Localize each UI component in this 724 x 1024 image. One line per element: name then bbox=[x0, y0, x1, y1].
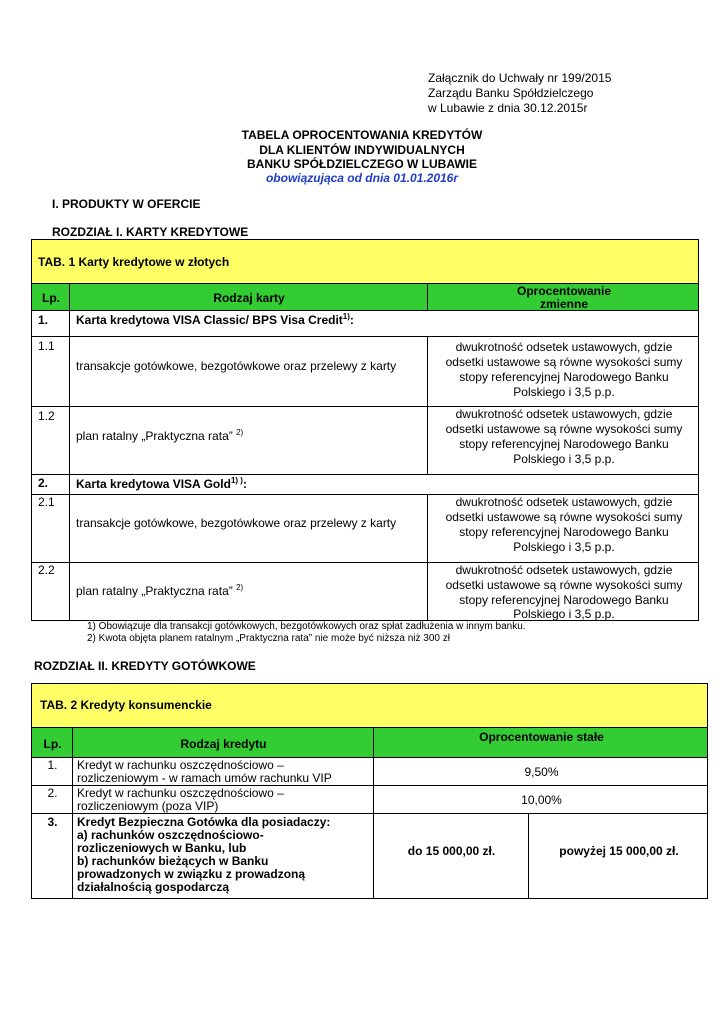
row-desc: transakcje gotówkowe, bezgotówkowe oraz przelewy z karty bbox=[76, 359, 397, 373]
tab1-col-rate-label-2: zmienne bbox=[539, 297, 588, 311]
row-rate-cell bbox=[427, 337, 699, 407]
row-desc-line: działalnością gospodarczą bbox=[77, 880, 230, 894]
row-rate-cell bbox=[373, 786, 708, 814]
footnote-2: 2) Kwota objęta planem ratalnym „Praktyczna rata” nie może być niższa niż 300 zł bbox=[87, 633, 450, 644]
group1-lp-cell bbox=[31, 311, 69, 337]
document-title-3: BANKU SPÓŁDZIELCZEGO W LUBAWIE bbox=[247, 157, 477, 171]
table-row bbox=[31, 786, 72, 814]
row-rate-line: dwukrotność odsetek ustawowych, gdzie bbox=[455, 563, 673, 577]
row-rate-line: Polskiego i 3,5 p.p. bbox=[513, 452, 615, 466]
group2-name-text: Karta kredytowa VISA Gold bbox=[76, 477, 231, 491]
row-rate-line: odsetki ustawowe są równe wysokości sumy bbox=[445, 578, 683, 592]
tab2-col-type-label: Rodzaj kredytu bbox=[180, 737, 267, 751]
chapter-1-heading: ROZDZIAŁ I. KARTY KREDYTOWE bbox=[52, 225, 249, 239]
row-rate-cell bbox=[427, 407, 699, 475]
chapter-2-heading: ROZDZIAŁ II. KREDYTY GOTÓWKOWE bbox=[34, 659, 256, 673]
row-desc-cell bbox=[69, 563, 427, 621]
tab2-col-lp bbox=[31, 727, 72, 758]
tab2-col-lp-label: Lp. bbox=[43, 737, 62, 751]
row-rate: 10,00% bbox=[521, 793, 562, 807]
row-desc-line: a) rachunków oszczędnościowo- bbox=[77, 828, 264, 842]
row-rate-line: dwukrotność odsetek ustawowych, gdzie bbox=[455, 407, 673, 421]
row-desc-line: Kredyt Bezpieczna Gotówka dla posiadaczy: bbox=[77, 815, 331, 829]
group1-name-tail: : bbox=[349, 313, 354, 327]
footnote-1: 1) Obowiązuje dla transakcji gotówkowych, bezgotówkowych oraz spłat zadłużenia w innym banku. bbox=[87, 621, 526, 632]
row-desc-line: rozliczeniowym (poza VIP) bbox=[77, 799, 219, 813]
date-line: w Lubawie z dnia 30.12.2015r bbox=[428, 101, 588, 115]
row-rate-cell bbox=[373, 758, 708, 786]
row-footnote-ref: 2) bbox=[236, 428, 244, 437]
row-rate-b: powyżej 15 000,00 zł. bbox=[559, 844, 679, 858]
group1-footnote-ref: 1) bbox=[342, 312, 350, 321]
row-rate-a: do 15 000,00 zł. bbox=[407, 844, 496, 858]
row-rate-line: stopy referencyjnej Narodowego Banku bbox=[459, 437, 669, 451]
row-desc-cell bbox=[69, 337, 427, 407]
row-desc-cell bbox=[69, 407, 427, 475]
group1-name-text: Karta kredytowa VISA Classic/ BPS Visa Credit bbox=[76, 313, 343, 327]
group1-name-cell bbox=[69, 311, 699, 337]
tab2-title: TAB. 2 Kredyty konsumenckie bbox=[40, 698, 212, 712]
row-rate-cell bbox=[427, 495, 699, 563]
tab1-col-type-label: Rodzaj karty bbox=[213, 291, 285, 305]
table-row bbox=[31, 563, 69, 621]
row-rate-cell-a bbox=[373, 814, 528, 899]
board-line: Zarządu Banku Spółdzielczego bbox=[428, 86, 594, 100]
row-lp: 1.1 bbox=[38, 339, 55, 353]
row-desc bbox=[76, 429, 243, 444]
row-rate-line: odsetki ustawowe są równe wysokości sumy bbox=[445, 510, 683, 524]
group1-name bbox=[76, 313, 354, 328]
effective-date: obowiązująca od dnia 01.01.2016r bbox=[265, 171, 459, 185]
tab1-col-lp bbox=[31, 283, 69, 311]
row-rate-line: Polskiego i 3,5 p.p. bbox=[513, 385, 615, 399]
group2-name bbox=[76, 477, 247, 492]
row-rate-line: Polskiego i 3,5 p.p. bbox=[513, 540, 615, 554]
tab1-col-lp-label: Lp. bbox=[42, 291, 60, 305]
row-lp: 2.2 bbox=[38, 563, 55, 577]
group2-lp-cell bbox=[31, 475, 69, 495]
row-lp: 3. bbox=[47, 815, 58, 829]
row-rate-cell bbox=[427, 563, 699, 621]
row-desc: transakcje gotówkowe, bezgotówkowe oraz przelewy z karty bbox=[76, 516, 397, 530]
row-desc-cell bbox=[72, 758, 373, 786]
row-desc-cell bbox=[72, 786, 373, 814]
table-row bbox=[31, 495, 69, 563]
tab2-col-rate bbox=[373, 727, 708, 758]
row-rate-line: odsetki ustawowe są równe wysokości sumy bbox=[445, 355, 683, 369]
row-desc-cell bbox=[72, 814, 373, 899]
row-lp: 2.1 bbox=[38, 495, 55, 509]
table-row bbox=[31, 337, 69, 407]
row-rate-cell-b bbox=[528, 814, 708, 899]
row-footnote-ref: 2) bbox=[236, 583, 244, 592]
row-rate-line: stopy referencyjnej Narodowego Banku bbox=[459, 370, 669, 384]
row-rate-line: stopy referencyjnej Narodowego Banku bbox=[459, 593, 669, 607]
row-desc bbox=[76, 584, 243, 599]
table-row bbox=[31, 814, 72, 899]
row-desc-line: Kredyt w rachunku oszczędnościowo – bbox=[77, 786, 284, 800]
table-row bbox=[31, 758, 72, 786]
tab1-col-type bbox=[69, 283, 427, 311]
attachment-line: Załącznik do Uchwały nr 199/2015 bbox=[428, 71, 612, 85]
tab1-title: TAB. 1 Karty kredytowe w złotych bbox=[38, 255, 230, 269]
section-heading: I. PRODUKTY W OFERCIE bbox=[52, 197, 201, 211]
tab1-title-cell bbox=[31, 239, 699, 283]
document-title-2: DLA KLIENTÓW INDYWIDUALNYCH bbox=[259, 143, 465, 157]
row-desc-line: b) rachunków bieżących w Banku bbox=[77, 854, 269, 868]
row-desc-cell bbox=[69, 495, 427, 563]
row-desc-line: rozliczeniowym - w ramach umów rachunku VIP bbox=[77, 771, 332, 785]
row-rate-line: dwukrotność odsetek ustawowych, gdzie bbox=[455, 340, 673, 354]
group2-name-cell bbox=[69, 475, 699, 495]
group2-footnote-ref: 1) ) bbox=[230, 476, 243, 485]
row-lp: 1. bbox=[47, 758, 58, 772]
row-desc-line: prowadzonych w związku z prowadzoną bbox=[77, 867, 306, 881]
table-row bbox=[31, 407, 69, 475]
group2-name-tail: : bbox=[242, 477, 247, 491]
tab2-col-rate-label: Oprocentowanie stałe bbox=[479, 730, 604, 744]
row-rate: 9,50% bbox=[524, 765, 559, 779]
row-rate-line: odsetki ustawowe są równe wysokości sumy bbox=[445, 422, 683, 436]
row-lp: 1.2 bbox=[38, 409, 55, 423]
row-rate-line: Polskiego i 3,5 p.p. bbox=[513, 607, 615, 621]
tab1-col-rate bbox=[427, 283, 699, 311]
document-title-1: TABELA OPROCENTOWANIA KREDYTÓW bbox=[241, 128, 483, 142]
row-rate-line: dwukrotność odsetek ustawowych, gdzie bbox=[455, 495, 673, 509]
group2-lp: 2. bbox=[38, 476, 49, 490]
row-desc-line: rozliczeniowych w Banku, lub bbox=[77, 841, 247, 855]
row-desc-line: Kredyt w rachunku oszczędnościowo – bbox=[77, 758, 284, 772]
tab2-col-type bbox=[72, 727, 373, 758]
row-lp: 2. bbox=[47, 786, 58, 800]
group1-lp: 1. bbox=[38, 313, 49, 327]
row-rate-line: stopy referencyjnej Narodowego Banku bbox=[459, 525, 669, 539]
tab1-col-rate-label-1: Oprocentowanie bbox=[516, 284, 611, 298]
tab2-title-cell bbox=[31, 683, 708, 727]
row-desc-text: plan ratalny „Praktyczna rata” bbox=[76, 429, 233, 443]
row-desc-text: plan ratalny „Praktyczna rata” bbox=[76, 584, 233, 598]
